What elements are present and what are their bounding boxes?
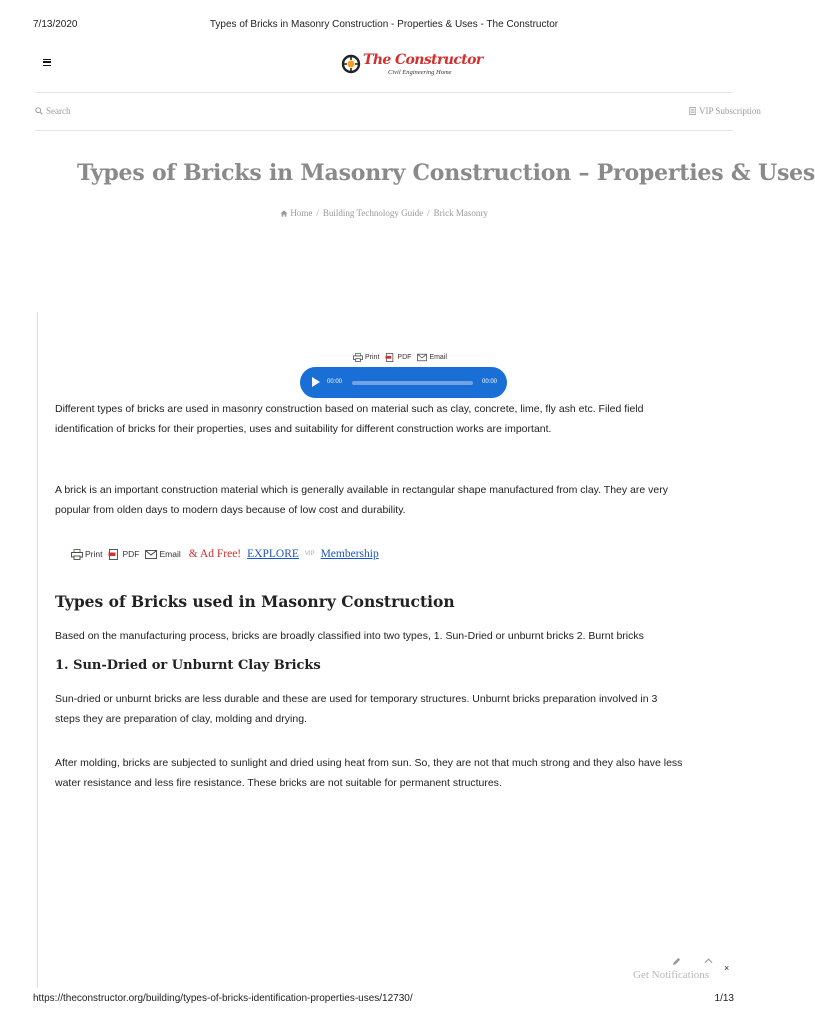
- paragraph-line: Based on the manufacturing process, bricks are broadly classified into two types, 1. Sun-Dried or unburnt bricks 2. Burnt bricks: [55, 630, 644, 642]
- logo-name: The Constructor: [363, 52, 483, 68]
- vip-subscription-link[interactable]: [689, 106, 761, 116]
- print-label: Print: [85, 549, 103, 559]
- paragraph-line: After molding, bricks are subjected to sunlight and dried using heat from sun. So, they are not that much strong and they also have less: [55, 757, 683, 769]
- logo-tagline: Civil Engineering Home: [388, 69, 452, 76]
- logo-mark-icon: [341, 54, 361, 74]
- audio-duration: 00:00: [481, 379, 497, 385]
- paragraph-line: popular from olden days to modern days because of low cost and durability.: [55, 504, 406, 516]
- document-icon: [689, 107, 696, 115]
- share-bar-top: [353, 353, 447, 362]
- play-icon[interactable]: [312, 377, 320, 387]
- paragraph-line: identification of bricks for their properties, uses and suitability for different construction works are important.: [55, 423, 552, 435]
- subsection-heading: 1. Sun-Dried or Unburnt Clay Bricks: [55, 658, 321, 673]
- email-icon: [145, 549, 157, 560]
- search-placeholder: Search: [46, 106, 71, 116]
- header-divider: [35, 92, 733, 93]
- search-icon: [35, 107, 43, 115]
- content-left-rule: [37, 312, 38, 988]
- brick-definition-paragraph: [55, 480, 733, 520]
- close-notifications-icon[interactable]: ×: [724, 963, 730, 973]
- print-url: https://theconstructor.org/building/types-of-bricks-identification-properties-uses/12730/: [33, 993, 413, 1004]
- pencil-icon[interactable]: [672, 957, 681, 966]
- breadcrumb-building-technology-guide[interactable]: Building Technology Guide: [322, 208, 424, 218]
- vip-tag: VIP: [304, 551, 315, 557]
- sun-dried-paragraph: [55, 689, 733, 729]
- pdf-label: PDF: [397, 354, 412, 361]
- pdf-button[interactable]: [108, 549, 139, 560]
- section-heading: Types of Bricks used in Masonry Construction: [55, 592, 455, 611]
- breadcrumb-brick-masonry[interactable]: Brick Masonry: [433, 208, 488, 218]
- membership-link[interactable]: Membership: [320, 548, 379, 560]
- print-label: Print: [365, 354, 380, 361]
- printer-icon: [353, 353, 363, 362]
- hamburger-menu-icon[interactable]: [43, 59, 51, 66]
- pdf-icon: [385, 353, 395, 362]
- breadcrumb: [0, 208, 768, 218]
- classification-paragraph: [55, 626, 733, 646]
- chevron-up-icon[interactable]: [704, 958, 713, 964]
- paragraph-line: A brick is an important construction material which is generally available in rectangular shape manufactured from clay. They are very: [55, 484, 668, 496]
- explore-link[interactable]: EXPLORE: [247, 548, 299, 560]
- audio-progress-track[interactable]: [352, 381, 473, 385]
- search-divider: [35, 130, 733, 131]
- ad-free-text: & Ad Free!: [188, 548, 242, 560]
- audio-player: [300, 367, 507, 398]
- search-bar[interactable]: [35, 106, 71, 116]
- vip-label: VIP Subscription: [699, 106, 761, 116]
- email-button[interactable]: [145, 549, 180, 560]
- print-button[interactable]: [71, 549, 102, 560]
- printer-icon: [71, 549, 83, 560]
- email-label: Email: [429, 354, 447, 361]
- paragraph-line: water resistance and less fire resistance. These bricks are not suitable for permanent structures.: [55, 777, 502, 789]
- audio-current-time: 00:00: [327, 379, 343, 385]
- email-button-top[interactable]: [417, 353, 447, 362]
- share-bar-middle: [71, 548, 379, 560]
- print-page-title: Types of Bricks in Masonry Construction - Properties & Uses - The Constructor: [209, 19, 559, 30]
- email-icon: [417, 353, 427, 362]
- print-page-number: 1/13: [714, 993, 734, 1004]
- page-title: Types of Bricks in Masonry Construction – Properties & Uses: [77, 160, 815, 186]
- molding-paragraph: [55, 753, 733, 793]
- site-logo[interactable]: [341, 52, 483, 82]
- breadcrumb-separator: /: [427, 208, 430, 218]
- paragraph-line: Sun-dried or unburnt bricks are less durable and these are used for temporary structures. Unburnt bricks preparation involved in 3: [55, 693, 658, 705]
- pdf-label: PDF: [122, 549, 140, 559]
- breadcrumb-home[interactable]: Home: [290, 208, 313, 218]
- home-icon: [280, 210, 288, 217]
- pdf-icon: [108, 549, 120, 560]
- get-notifications-button[interactable]: Get Notifications: [633, 969, 710, 981]
- intro-paragraph: [55, 399, 733, 439]
- print-button-top[interactable]: [353, 353, 379, 362]
- email-label: Email: [159, 549, 181, 559]
- print-date: 7/13/2020: [33, 19, 78, 30]
- pdf-button-top[interactable]: [385, 353, 411, 362]
- paragraph-line: Different types of bricks are used in masonry construction based on material such as clay, concrete, lime, fly ash etc. Filed field: [55, 403, 644, 415]
- breadcrumb-separator: /: [316, 208, 319, 218]
- paragraph-line: steps they are preparation of clay, molding and drying.: [55, 713, 307, 725]
